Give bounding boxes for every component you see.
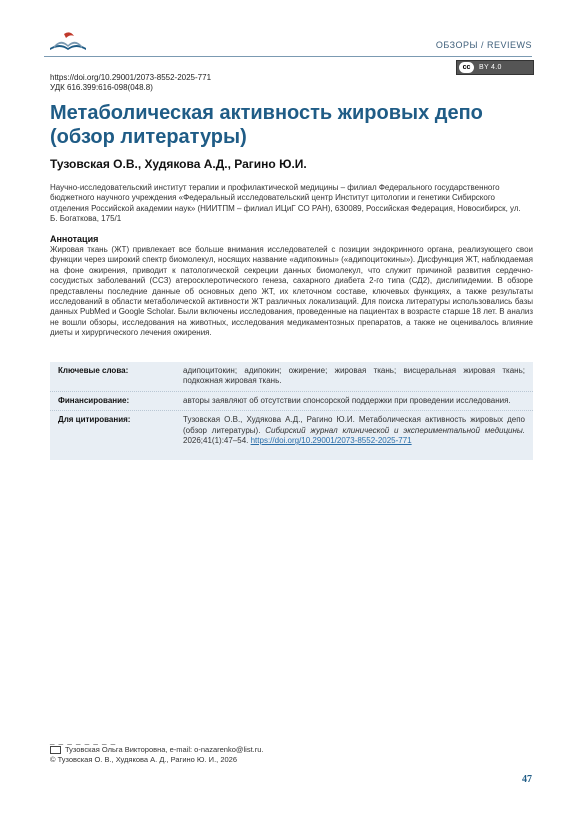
citation-doi-link[interactable]: https://doi.org/10.29001/2073-8552-2025-771 xyxy=(250,436,412,446)
envelope-icon xyxy=(50,746,61,754)
keywords-value: адипоцитокин; адипокин; ожирение; жировая ткань; висцеральная жировая ткань; подкожная жировая ткань. xyxy=(183,366,525,386)
corresponding-author xyxy=(50,745,264,754)
article-title: Метаболическая активность жировых депо (обзор литературы) xyxy=(50,102,483,148)
keywords-row xyxy=(50,362,533,391)
author-affiliation: Научно-исследовательский институт терапии и профилактической медицины – филиал Федерального государственного бюджетного научного учреждения «Федеральный исследовательский центр Институт цитологии и генетики Сибирского отделения Российской академии наук» (НИИТПМ – филиал ИЦиГ СО РАН), 630089, Российская Федерация, Новосибирск, ул. Б. Богаткова, 175/1 xyxy=(50,183,521,224)
abstract-text: Жировая ткань (ЖТ) привлекает все больше внимания исследователей с позиции эндокринного органа, реализующего свои функции через широкий спектр биомолекул, носящих название «адипокины» («адипоцитокины»). Дисфункция ЖТ, наблюдаемая на фоне ожирения, приводит к патологической секреции данных биомолекул, что служит причиной развития сердечно-сосудистых заболеваний (ССЗ) атеросклеротического генеза, сахарного диабета 2-го типа (СД2), дислипидемии. В обзоре представлены последние данные об основных депо ЖТ, их клеточном составе, ключевых функциях, а также результаты исследований в области метаболической активности ЖТ различных локализаций. Для поиска литературы использовались базы данных PubMed и Google Scholar. Были включены исследования, проведенные на пациентах в возрасте старше 18 лет. В анализ не вошли обзоры, исследования на животных, исследования медикаментозных препаратов, а также не оценивалось влияние диеты и хирургического лечения ожирения. xyxy=(50,245,533,338)
license-text: BY 4.0 xyxy=(479,64,502,71)
footnote-divider: _ _ _ _ _ _ _ _ xyxy=(50,736,117,745)
keywords-label: Ключевые слова: xyxy=(58,366,129,375)
funding-row xyxy=(50,391,533,410)
udk-line: УДК 616.399:616-098(048.8) xyxy=(50,83,153,92)
article-meta-box xyxy=(50,362,533,460)
citation-value xyxy=(183,415,525,446)
abstract-heading: Аннотация xyxy=(50,234,99,244)
doi-line[interactable]: https://doi.org/10.29001/2073-8552-2025-771 xyxy=(50,73,212,82)
citation-journal: Сибирский журнал клинической и экспериментальной медицины. xyxy=(265,425,526,435)
corresponding-author-text[interactable]: Тузовская Ольга Викторовна, e-mail: o-nazarenko@list.ru. xyxy=(65,745,264,754)
header-divider xyxy=(44,56,532,57)
funding-value: авторы заявляют об отсутствии спонсорской поддержки при проведении исследования. xyxy=(183,395,511,405)
page-number: 47 xyxy=(522,774,532,785)
article-authors: Тузовская О.В., Худякова А.Д., Рагино Ю.И. xyxy=(50,157,307,171)
section-label: ОБЗОРЫ / REVIEWS xyxy=(435,40,532,50)
cc-icon: cc xyxy=(459,62,474,73)
citation-issue: 2026;41(1):47–54. xyxy=(183,436,251,446)
copyright-line: © Тузовская О. В., Худякова А. Д., Рагино Ю. И., 2026 xyxy=(50,755,237,764)
funding-label: Финансирование: xyxy=(58,395,130,405)
journal-logo-icon xyxy=(44,28,92,54)
citation-label: Для цитирования: xyxy=(58,415,131,425)
citation-row xyxy=(50,410,533,460)
cc-license-badge[interactable] xyxy=(456,60,534,75)
citation-text: Тузовская О.В., Худякова А.Д., Рагино Ю.И. Метаболическая активность жировых депо (обзор литературы). xyxy=(183,415,525,435)
